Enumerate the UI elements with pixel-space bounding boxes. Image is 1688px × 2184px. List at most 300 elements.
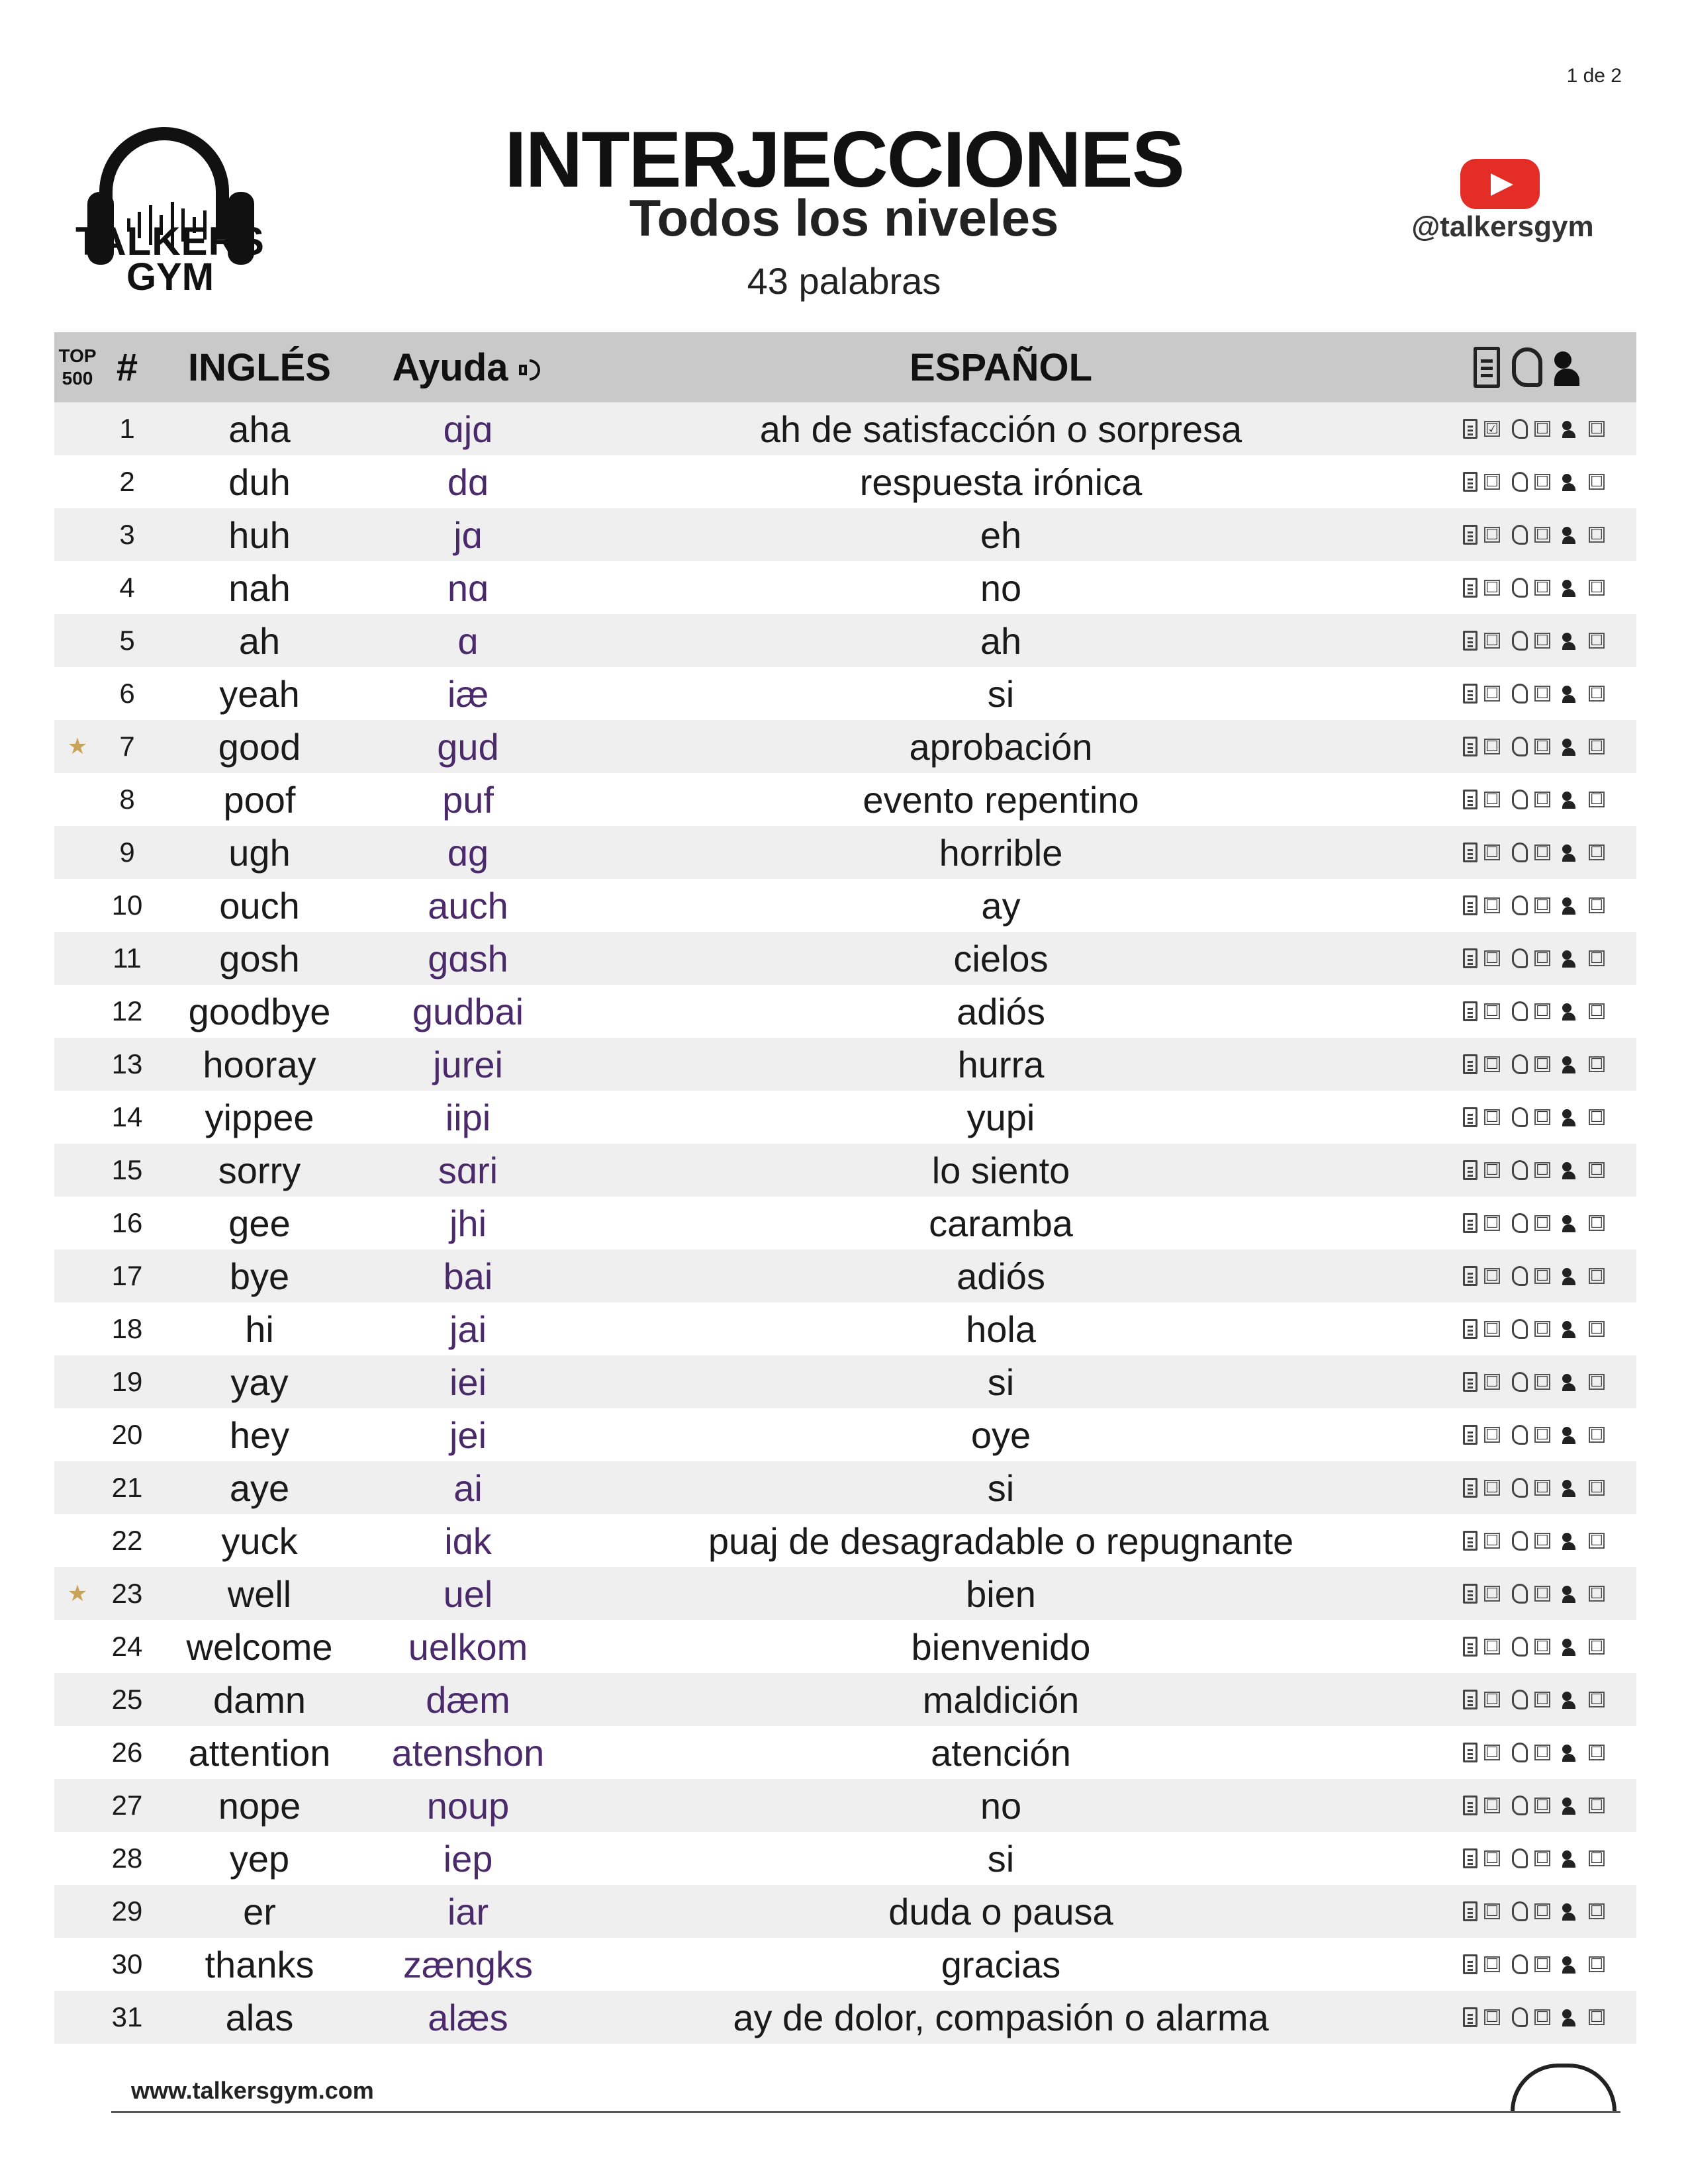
row-number: 1 xyxy=(101,402,154,455)
progress-checkboxes xyxy=(1431,1779,1636,1832)
speak-checkbox[interactable]: ☐ xyxy=(1589,1162,1605,1178)
top500-star xyxy=(54,1779,101,1832)
spanish-translation: si xyxy=(571,1355,1431,1408)
pronunciation-help: jei xyxy=(449,1414,487,1456)
progress-checkboxes xyxy=(1431,1514,1636,1567)
ear-icon xyxy=(1512,1584,1528,1604)
speaker-person-icon xyxy=(1562,631,1582,650)
pronunciation-help: gud xyxy=(365,720,571,773)
row-number: 19 xyxy=(101,1355,154,1408)
listen-checkbox[interactable]: ☐ xyxy=(1534,1109,1550,1125)
read-checkbox[interactable]: ☐ xyxy=(1484,1533,1500,1549)
ear-icon xyxy=(1512,1954,1528,1974)
listen-checkbox[interactable]: ☐ xyxy=(1534,1215,1550,1231)
speaker-icon xyxy=(518,355,544,385)
english-word: good xyxy=(154,720,365,773)
table-row xyxy=(54,826,1636,879)
top500-star xyxy=(54,1144,101,1197)
progress-checkboxes xyxy=(1431,1302,1636,1355)
pronunciation-help: iei xyxy=(365,1355,571,1408)
speak-checkbox[interactable]: ☐ xyxy=(1589,1956,1605,1972)
speaker-person-icon xyxy=(1562,1902,1582,1921)
ear-icon xyxy=(1512,1107,1528,1127)
pronunciation-help: jhi xyxy=(449,1202,487,1244)
document-icon xyxy=(1463,684,1477,704)
speaker-person-icon xyxy=(1562,1320,1582,1338)
progress-checkboxes xyxy=(1431,1197,1636,1250)
speak-checkbox[interactable]: ☐ xyxy=(1589,1639,1605,1655)
listen-checkbox[interactable]: ☐ xyxy=(1534,1639,1550,1655)
pronunciation-help: noup xyxy=(365,1779,571,1832)
youtube-handle[interactable]: @talkersgym xyxy=(1411,210,1594,243)
spanish-translation: gracias xyxy=(941,1943,1061,1985)
progress-checkboxes xyxy=(1431,402,1636,455)
document-icon xyxy=(1463,1531,1477,1551)
row-number: 29 xyxy=(101,1885,154,1938)
table-row xyxy=(54,455,1636,508)
document-icon xyxy=(1463,1743,1477,1762)
document-icon xyxy=(1463,1054,1477,1074)
document-icon xyxy=(1463,1796,1477,1815)
speak-checkbox[interactable]: ☐ xyxy=(1589,527,1605,543)
speaker-person-icon xyxy=(1562,1214,1582,1232)
speaker-person-icon xyxy=(1562,790,1582,809)
read-checkbox[interactable]: ☐ xyxy=(1484,1956,1500,1972)
progress-checkboxes xyxy=(1431,1091,1636,1144)
read-checkbox[interactable]: ☐ xyxy=(1484,527,1500,543)
progress-checkboxes xyxy=(1431,1144,1636,1197)
document-icon xyxy=(1463,1637,1477,1657)
table-row xyxy=(54,1091,1636,1144)
english-word: ugh xyxy=(154,826,365,879)
header-english: INGLÉS xyxy=(154,332,365,402)
read-checkbox[interactable]: ☐ xyxy=(1484,1427,1500,1443)
row-number: 2 xyxy=(119,466,135,497)
read-checkbox[interactable]: ☐ xyxy=(1484,633,1500,649)
english-word: yuck xyxy=(221,1520,298,1562)
read-checkbox[interactable]: ☐ xyxy=(1484,1797,1500,1813)
english-word: attention xyxy=(188,1731,331,1774)
spanish-translation: bienvenido xyxy=(911,1625,1091,1668)
listen-checkbox[interactable]: ☐ xyxy=(1534,844,1550,860)
english-word: sorry xyxy=(154,1144,365,1197)
table-row xyxy=(54,1673,1636,1726)
spanish-translation: ah de satisfacción o sorpresa xyxy=(571,402,1431,455)
spanish-translation: ah xyxy=(571,614,1431,667)
spanish-translation: hurra xyxy=(571,1038,1431,1091)
speaker-person-icon xyxy=(1562,1584,1582,1603)
table-row xyxy=(54,720,1636,773)
listen-checkbox[interactable]: ☐ xyxy=(1534,1903,1550,1919)
listen-checkbox[interactable]: ☐ xyxy=(1534,1480,1550,1496)
listen-checkbox[interactable]: ☐ xyxy=(1534,1427,1550,1443)
listen-checkbox[interactable]: ☐ xyxy=(1534,527,1550,543)
speaker-person-icon xyxy=(1562,1373,1582,1391)
listen-checkbox[interactable]: ☐ xyxy=(1534,1162,1550,1178)
speak-checkbox[interactable]: ☐ xyxy=(1589,686,1605,702)
listen-checkbox[interactable]: ☐ xyxy=(1534,792,1550,807)
listen-checkbox[interactable]: ☐ xyxy=(1534,580,1550,596)
speaker-person-icon xyxy=(1562,1531,1582,1550)
speaker-person-icon xyxy=(1562,684,1582,703)
read-checkbox[interactable]: ☑ xyxy=(1484,421,1500,437)
speaker-person-icon xyxy=(1562,1055,1582,1073)
row-number: 9 xyxy=(101,826,154,879)
read-checkbox[interactable]: ☐ xyxy=(1484,1745,1500,1760)
listen-checkbox[interactable]: ☐ xyxy=(1534,1321,1550,1337)
spanish-translation: si xyxy=(987,1837,1015,1880)
row-number: 22 xyxy=(111,1525,143,1556)
document-icon xyxy=(1463,948,1477,968)
pronunciation-help: iep xyxy=(443,1837,493,1880)
progress-checkboxes xyxy=(1431,720,1636,773)
document-icon xyxy=(1463,1690,1477,1709)
ear-icon xyxy=(1512,1213,1528,1233)
row-number: 18 xyxy=(111,1313,143,1344)
read-checkbox[interactable]: ☐ xyxy=(1484,1374,1500,1390)
read-checkbox[interactable]: ☐ xyxy=(1484,1215,1500,1231)
speaker-person-icon xyxy=(1562,1796,1582,1815)
top500-star xyxy=(54,773,101,826)
document-icon xyxy=(1463,1848,1477,1868)
header-spanish: ESPAÑOL xyxy=(571,332,1431,402)
listen-checkbox[interactable]: ☐ xyxy=(1534,474,1550,490)
table-row xyxy=(54,1514,1636,1567)
speaker-person-icon xyxy=(1562,420,1582,438)
speak-checkbox[interactable]: ☐ xyxy=(1589,1903,1605,1919)
document-icon xyxy=(1463,1478,1477,1498)
document-icon xyxy=(1474,347,1500,388)
pronunciation-help: iar xyxy=(365,1885,571,1938)
speak-checkbox[interactable]: ☐ xyxy=(1589,580,1605,596)
speaker-person-icon xyxy=(1562,1002,1582,1021)
listen-checkbox[interactable]: ☐ xyxy=(1534,1850,1550,1866)
speak-checkbox[interactable]: ☐ xyxy=(1589,1850,1605,1866)
row-number: 12 xyxy=(111,995,143,1026)
english-word: hey xyxy=(229,1414,290,1456)
ear-icon xyxy=(1512,1160,1528,1180)
row-number: 6 xyxy=(119,678,135,709)
listen-checkbox[interactable]: ☐ xyxy=(1534,421,1550,437)
document-icon xyxy=(1463,1954,1477,1974)
top500-star xyxy=(54,1885,101,1938)
table-row xyxy=(54,1779,1636,1832)
speak-checkbox[interactable]: ☐ xyxy=(1589,2009,1605,2025)
spanish-translation: adiós xyxy=(571,1250,1431,1302)
read-checkbox[interactable]: ☐ xyxy=(1484,792,1500,807)
speak-checkbox[interactable]: ☐ xyxy=(1589,1745,1605,1760)
read-checkbox[interactable]: ☐ xyxy=(1484,739,1500,754)
vocabulary-table xyxy=(54,332,1636,2044)
table-row xyxy=(54,1355,1636,1408)
speak-checkbox[interactable]: ☐ xyxy=(1589,1056,1605,1072)
progress-checkboxes xyxy=(1431,1038,1636,1091)
youtube-icon[interactable] xyxy=(1460,159,1540,209)
read-checkbox[interactable]: ☐ xyxy=(1484,1003,1500,1019)
english-word: bye xyxy=(154,1250,365,1302)
english-word: gee xyxy=(228,1202,291,1244)
speak-checkbox[interactable]: ☐ xyxy=(1589,1692,1605,1707)
english-word: damn xyxy=(154,1673,365,1726)
document-icon xyxy=(1463,1319,1477,1339)
pronunciation-help: iipi xyxy=(445,1096,491,1138)
listen-checkbox[interactable]: ☐ xyxy=(1534,686,1550,702)
english-word: aye xyxy=(154,1461,365,1514)
speak-checkbox[interactable]: ☐ xyxy=(1589,1427,1605,1443)
page-number: 1 de 2 xyxy=(1566,65,1622,87)
progress-checkboxes xyxy=(1431,1355,1636,1408)
progress-checkboxes xyxy=(1431,667,1636,720)
ear-icon xyxy=(1512,684,1528,704)
english-word: hi xyxy=(245,1308,274,1350)
top500-star xyxy=(54,826,101,879)
read-checkbox[interactable]: ☐ xyxy=(1484,950,1500,966)
listen-checkbox[interactable]: ☐ xyxy=(1534,1533,1550,1549)
speaker-person-icon xyxy=(1562,1955,1582,1974)
document-icon xyxy=(1463,790,1477,809)
top500-star: ★ xyxy=(54,1567,101,1620)
speak-checkbox[interactable]: ☐ xyxy=(1589,1586,1605,1602)
row-number: 24 xyxy=(111,1631,143,1662)
speak-checkbox[interactable]: ☐ xyxy=(1589,1003,1605,1019)
read-checkbox[interactable]: ☐ xyxy=(1484,897,1500,913)
speaker-person-icon xyxy=(1562,1426,1582,1444)
spanish-translation: respuesta irónica xyxy=(859,461,1143,503)
table-row xyxy=(54,1885,1636,1938)
table-row xyxy=(54,561,1636,614)
english-word: ouch xyxy=(219,884,300,927)
speak-checkbox[interactable]: ☐ xyxy=(1589,1374,1605,1390)
spanish-translation: atención xyxy=(931,1731,1071,1774)
ear-icon xyxy=(1512,2007,1528,2027)
listen-checkbox[interactable]: ☐ xyxy=(1534,1586,1550,1602)
table-row xyxy=(54,879,1636,932)
speak-checkbox[interactable]: ☐ xyxy=(1589,1480,1605,1496)
speak-checkbox[interactable]: ☐ xyxy=(1589,633,1605,649)
speak-checkbox[interactable]: ☐ xyxy=(1589,739,1605,754)
row-number: 23 xyxy=(101,1567,154,1620)
listen-checkbox[interactable]: ☐ xyxy=(1534,1692,1550,1707)
listen-checkbox[interactable]: ☐ xyxy=(1534,950,1550,966)
progress-checkboxes xyxy=(1431,1567,1636,1620)
pronunciation-help: dɑ xyxy=(447,461,489,503)
speak-checkbox[interactable]: ☐ xyxy=(1589,1109,1605,1125)
read-checkbox[interactable]: ☐ xyxy=(1484,844,1500,860)
listen-checkbox[interactable]: ☐ xyxy=(1534,1956,1550,1972)
ear-icon xyxy=(1512,1637,1528,1657)
row-number: 25 xyxy=(101,1673,154,1726)
pronunciation-help: ɑg xyxy=(365,826,571,879)
spanish-translation: duda o pausa xyxy=(571,1885,1431,1938)
pronunciation-help: ai xyxy=(365,1461,571,1514)
spanish-translation: si xyxy=(987,672,1015,715)
read-checkbox[interactable]: ☐ xyxy=(1484,1850,1500,1866)
english-word: duh xyxy=(228,461,291,503)
speak-checkbox[interactable]: ☐ xyxy=(1589,950,1605,966)
top500-star xyxy=(54,561,101,614)
progress-checkboxes xyxy=(1431,614,1636,667)
table-row xyxy=(54,1991,1636,2044)
listen-checkbox[interactable]: ☐ xyxy=(1534,1268,1550,1284)
top500-star xyxy=(54,1091,101,1144)
row-number: 21 xyxy=(101,1461,154,1514)
speak-checkbox[interactable]: ☐ xyxy=(1589,792,1605,807)
english-word: well xyxy=(154,1567,365,1620)
listen-checkbox[interactable]: ☐ xyxy=(1534,1003,1550,1019)
progress-checkboxes xyxy=(1431,1250,1636,1302)
top500-star xyxy=(54,1832,101,1885)
progress-checkboxes xyxy=(1431,455,1636,508)
read-checkbox[interactable]: ☐ xyxy=(1484,1586,1500,1602)
ear-icon xyxy=(1512,525,1528,545)
speaker-person-icon xyxy=(1562,843,1582,862)
listen-checkbox[interactable]: ☐ xyxy=(1534,897,1550,913)
spanish-translation: cielos xyxy=(571,932,1431,985)
spanish-translation: ay de dolor, compasión o alarma xyxy=(571,1991,1431,2044)
spanish-translation: maldición xyxy=(571,1673,1431,1726)
read-checkbox[interactable]: ☐ xyxy=(1484,580,1500,596)
top500-star xyxy=(54,1514,101,1567)
pronunciation-help: gudbai xyxy=(412,990,524,1032)
english-word: hooray xyxy=(154,1038,365,1091)
spanish-translation: aprobación xyxy=(571,720,1431,773)
read-checkbox[interactable]: ☐ xyxy=(1484,1692,1500,1707)
pronunciation-help: dæm xyxy=(365,1673,571,1726)
document-icon xyxy=(1463,419,1477,439)
read-checkbox[interactable]: ☐ xyxy=(1484,1480,1500,1496)
progress-checkboxes xyxy=(1431,561,1636,614)
read-checkbox[interactable]: ☐ xyxy=(1484,1268,1500,1284)
ear-icon xyxy=(1512,1743,1528,1762)
english-word: yep xyxy=(229,1837,290,1880)
progress-checkboxes xyxy=(1431,1938,1636,1991)
document-icon xyxy=(1463,1107,1477,1127)
spanish-translation: adiós xyxy=(957,990,1045,1032)
pronunciation-help: atenshon xyxy=(391,1731,545,1774)
speak-checkbox[interactable]: ☐ xyxy=(1589,1797,1605,1813)
speak-checkbox[interactable]: ☐ xyxy=(1589,421,1605,437)
read-checkbox[interactable]: ☐ xyxy=(1484,474,1500,490)
listen-checkbox[interactable]: ☐ xyxy=(1534,1056,1550,1072)
english-word: ah xyxy=(154,614,365,667)
speak-checkbox[interactable]: ☐ xyxy=(1589,844,1605,860)
logo-text-line2: GYM xyxy=(126,255,214,298)
listen-checkbox[interactable]: ☐ xyxy=(1534,1745,1550,1760)
read-checkbox[interactable]: ☐ xyxy=(1484,1321,1500,1337)
read-checkbox[interactable]: ☐ xyxy=(1484,1639,1500,1655)
spanish-translation: no xyxy=(980,567,1022,609)
top500-star xyxy=(54,1302,101,1355)
document-icon xyxy=(1463,1160,1477,1180)
footer-url[interactable]: www.talkersgym.com xyxy=(131,2077,374,2104)
ear-icon xyxy=(1512,842,1528,862)
speaker-person-icon xyxy=(1562,473,1582,491)
table-row xyxy=(54,402,1636,455)
document-icon xyxy=(1463,1425,1477,1445)
top500-star xyxy=(54,614,101,667)
english-word: welcome xyxy=(186,1625,333,1668)
pronunciation-help: auch xyxy=(428,884,508,927)
top500-star xyxy=(54,879,101,932)
speak-checkbox[interactable]: ☐ xyxy=(1589,1533,1605,1549)
ear-icon xyxy=(1512,1690,1528,1709)
read-checkbox[interactable]: ☐ xyxy=(1484,686,1500,702)
ear-icon xyxy=(1512,1901,1528,1921)
speak-checkbox[interactable]: ☐ xyxy=(1589,897,1605,913)
document-icon xyxy=(1463,1001,1477,1021)
progress-checkboxes xyxy=(1431,1991,1636,2044)
pronunciation-help: bai xyxy=(365,1250,571,1302)
english-word: yeah xyxy=(219,672,300,715)
row-number: 4 xyxy=(119,572,135,603)
headphones-icon xyxy=(1511,2064,1617,2111)
top500-star xyxy=(54,1197,101,1250)
pronunciation-help: ɑ xyxy=(365,614,571,667)
row-number: 27 xyxy=(101,1779,154,1832)
word-count: 43 palabras xyxy=(747,260,941,302)
speaker-person-icon xyxy=(1562,578,1582,597)
listen-checkbox[interactable]: ☐ xyxy=(1534,1797,1550,1813)
document-icon xyxy=(1463,472,1477,492)
ear-icon xyxy=(1512,419,1528,439)
row-number: 30 xyxy=(111,1948,143,1979)
row-number: 3 xyxy=(101,508,154,561)
pronunciation-help: iɑk xyxy=(444,1520,492,1562)
read-checkbox[interactable]: ☐ xyxy=(1484,1056,1500,1072)
read-checkbox[interactable]: ☐ xyxy=(1484,1903,1500,1919)
read-checkbox[interactable]: ☐ xyxy=(1484,2009,1500,2025)
listen-checkbox[interactable]: ☐ xyxy=(1534,633,1550,649)
row-number: 11 xyxy=(101,932,154,985)
ear-icon xyxy=(1512,1372,1528,1392)
page-subtitle: Todos los niveles xyxy=(629,189,1059,247)
read-checkbox[interactable]: ☐ xyxy=(1484,1162,1500,1178)
english-word: gosh xyxy=(154,932,365,985)
pronunciation-help: jɑ xyxy=(365,508,571,561)
pronunciation-help: alæs xyxy=(365,1991,571,2044)
listen-checkbox[interactable]: ☐ xyxy=(1534,2009,1550,2025)
ear-icon xyxy=(1512,1266,1528,1286)
document-icon xyxy=(1463,1213,1477,1233)
top500-star xyxy=(54,1250,101,1302)
speak-checkbox[interactable]: ☐ xyxy=(1589,474,1605,490)
speaker-person-icon xyxy=(1562,737,1582,756)
speak-checkbox[interactable]: ☐ xyxy=(1589,1268,1605,1284)
speak-checkbox[interactable]: ☐ xyxy=(1589,1215,1605,1231)
speak-checkbox[interactable]: ☐ xyxy=(1589,1321,1605,1337)
spanish-translation: eh xyxy=(571,508,1431,561)
spanish-translation: hola xyxy=(966,1308,1036,1350)
english-word: er xyxy=(154,1885,365,1938)
english-word: yay xyxy=(154,1355,365,1408)
listen-checkbox[interactable]: ☐ xyxy=(1534,1374,1550,1390)
spanish-translation: bien xyxy=(571,1567,1431,1620)
read-checkbox[interactable]: ☐ xyxy=(1484,1109,1500,1125)
ear-icon xyxy=(1512,1001,1528,1021)
table-row xyxy=(54,508,1636,561)
top500-star xyxy=(54,1355,101,1408)
table-row xyxy=(54,1302,1636,1355)
logo-text-line1: TALKERS xyxy=(75,219,265,263)
footer-divider xyxy=(111,2111,1620,2113)
listen-checkbox[interactable]: ☐ xyxy=(1534,739,1550,754)
speaker-person-icon xyxy=(1562,1161,1582,1179)
progress-checkboxes xyxy=(1431,508,1636,561)
header-number: # xyxy=(101,332,154,402)
ear-icon xyxy=(1512,1848,1528,1868)
spanish-translation: evento repentino xyxy=(863,778,1139,821)
pronunciation-help: gɑsh xyxy=(365,932,571,985)
